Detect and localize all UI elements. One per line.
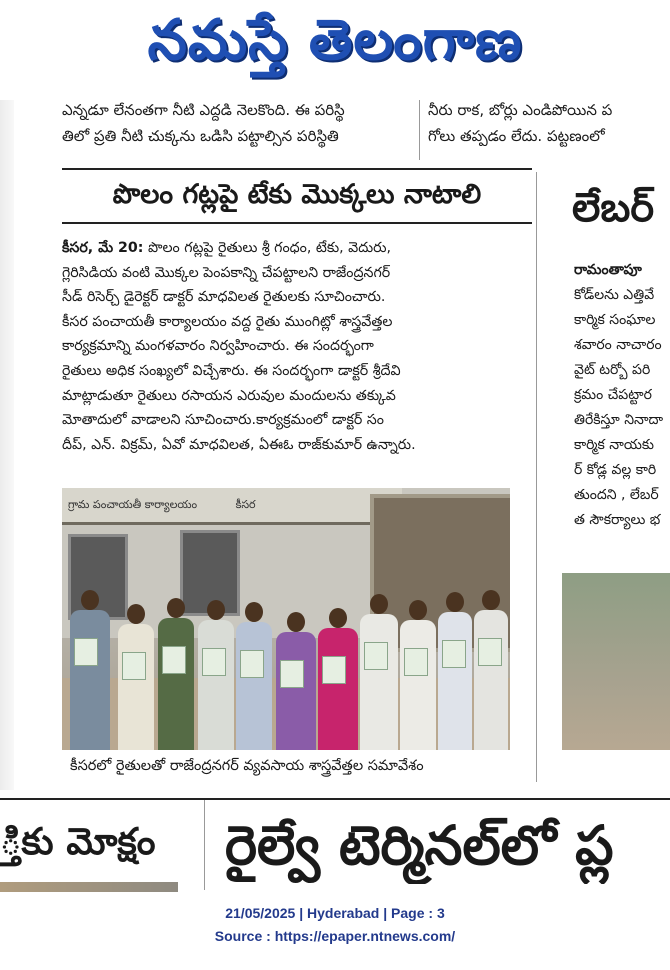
- article-line: క్రమం చేపట్టార: [574, 387, 652, 403]
- right-article-body: [574, 258, 670, 533]
- top-right-text: [428, 97, 670, 149]
- article-line: కీసర పంచాయతీ కార్యాలయం వద్ద రైతు ముంగిట్లో శాస్త్రవేత్తల: [62, 313, 393, 330]
- article-line: త సౌకర్యాలు భ: [574, 512, 661, 528]
- article-line: కార్మిక సంఘాల: [574, 312, 656, 328]
- photo-person: [198, 620, 234, 750]
- article-line: వైట్ టర్బో పరి: [574, 362, 651, 378]
- photo-person: [118, 624, 154, 750]
- masthead: [0, 0, 670, 90]
- photo-person: [158, 618, 194, 750]
- page-footer: [0, 902, 670, 948]
- article-line: తుందని , లేబర్: [574, 487, 659, 503]
- newspaper-title: నమస్తే తెలంగాణ: [147, 8, 523, 73]
- article-line: సీడ్ రిసెర్చ్ డైరెక్టర్ డాక్టర్ మాధవిలత రైతులకు సూచించారు.: [62, 289, 386, 306]
- photo-window: [68, 534, 128, 620]
- bottom-photo-strip: [0, 882, 178, 892]
- article-line: ర్ కోడ్ల వల్ల కారి: [574, 462, 657, 478]
- headline-rule-bottom: [62, 222, 532, 224]
- footer-source-line: Source : https://epaper.ntnews.com/: [214, 928, 456, 944]
- photo-person: [276, 632, 316, 750]
- article-body: [62, 236, 514, 457]
- footer-date-line: 21/05/2025 | Hyderabad | Page : 3: [225, 905, 445, 921]
- text-line: గోలు తప్పడం లేదు. పట్టణంలో: [428, 127, 605, 145]
- article-photo: [62, 488, 510, 750]
- right-article-photo: [562, 573, 670, 750]
- article-line: తిరేకిస్తూ నినాదా: [574, 412, 664, 428]
- headline-rule-top: [62, 168, 532, 170]
- article-line: గ్లెరిసిడియ వంటి మొక్కల పెంపకాన్ని చేపట్టాలని రాజేంద్రనగర్: [62, 264, 391, 281]
- photo-person: [318, 628, 358, 750]
- bottom-main-headline: రైల్వే టెర్మినల్‌లో ప్ల: [225, 814, 614, 877]
- left-edge-strip: [0, 100, 14, 790]
- photo-caption: కీసరలో రైతులతో రాజేంద్రనగర్ వ్యవసాయ శాస్త్రవేత్తల సమావేశం: [70, 758, 424, 774]
- right-article-headline: లేబర్: [572, 185, 655, 231]
- article-line: కోడ్‌లను ఎత్తివే: [574, 287, 655, 303]
- text-line: తిలో ప్రతి నీటి చుక్కను ఒడిసి పట్టాల్సిన పరిస్థితి: [62, 127, 339, 145]
- text-line: నీరు రాక, బోర్లు ఎండిపోయిన ప: [428, 101, 613, 119]
- column-divider: [536, 172, 537, 782]
- photo-office-banner: గ్రామ పంచాయతీ కార్యాలయం కీసర: [62, 488, 402, 525]
- column-divider: [204, 800, 205, 890]
- photo-person: [360, 614, 398, 750]
- photo-person: [438, 612, 472, 750]
- article-line: శవారం నాచారం: [574, 337, 662, 353]
- photo-person: [400, 620, 436, 750]
- article-line: రైతులు అధిక సంఖ్యలో విచ్చేశారు. ఈ సందర్భంగా డాక్టర్ శ్రీదేవి: [62, 362, 401, 379]
- photo-person: [236, 622, 272, 750]
- text-line: ఎన్నడూ లేనంతగా నీటి ఎద్దడి నెలకొంది. ఈ పరిస్థి: [62, 101, 345, 119]
- article-line: దీప్, ఎన్. విక్రమ్, ఏవో మాధవిలత, ఏఈఓ రాజ్‌కుమార్ ఉన్నారు.: [62, 436, 416, 453]
- article-line: కార్యక్రమాన్ని మంగళవారం నిర్వహించారు. ఈ సందర్భంగా: [62, 338, 374, 355]
- section-divider: [0, 798, 670, 800]
- photo-person: [70, 610, 110, 750]
- article-line-1: కీసర, మే 20: పొలం గట్లపై రైతులు శ్రీ గంధం, టేకు, వెదురు,: [62, 240, 392, 256]
- column-divider: [419, 100, 420, 160]
- dateline: కీసర, మే 20:: [62, 240, 144, 256]
- article-line: మోతాదులో వాడాలని సూచించారు.కార్యక్రమంలో డాక్టర్ సం: [62, 412, 384, 429]
- right-article-dateline: రామంతాపూ: [574, 262, 642, 278]
- article-line: కార్మిక నాయకు: [574, 437, 655, 453]
- article-line: మాట్లాడుతూ రైతులు రసాయన ఎరువుల మందులను తక్కువ: [62, 387, 396, 404]
- bottom-left-headline: ్తికు మోక్షం: [0, 820, 156, 863]
- top-left-text: [62, 97, 422, 149]
- article-headline: పొలం గట్లపై టేకు మొక్కలు నాటాలి: [112, 179, 482, 210]
- photo-person: [474, 610, 508, 750]
